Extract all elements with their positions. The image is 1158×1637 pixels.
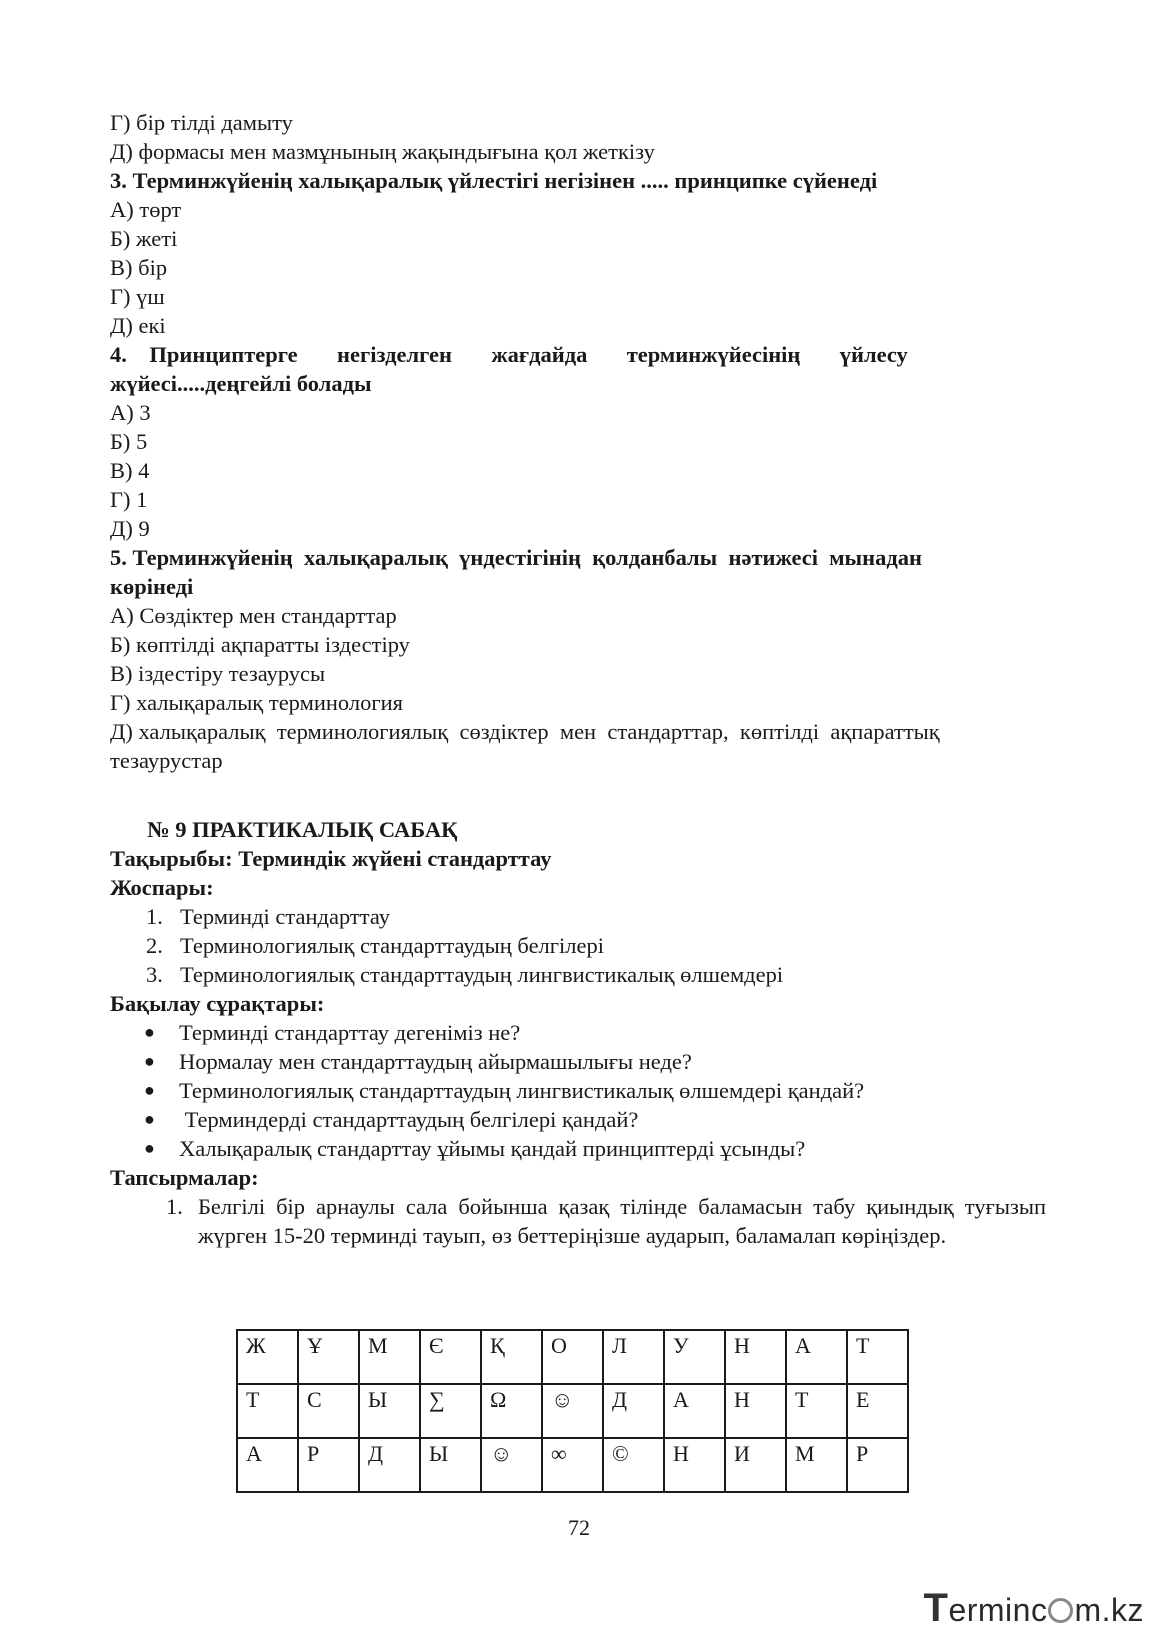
grid-cell: Р [847,1438,908,1492]
option: Б) 5 [110,429,148,454]
option: Д) екі [110,313,166,338]
option: В) 4 [110,458,150,483]
grid-cell: И [725,1438,786,1492]
question-text: Терминологиялық стандарттаудың лингвистикалық өлшемдері қандай? [179,1078,865,1103]
grid-cell: У [664,1330,725,1384]
grid-cell: ☺ [542,1384,603,1438]
tasks-label: Тапсырмалар: [110,1165,259,1190]
plan-text: Терминологиялық стандарттаудың лингвистикалық өлшемдері [180,962,784,987]
control-question [110,1134,1046,1163]
magnifier-icon [1048,1598,1073,1623]
plan-number: 3. [146,962,163,987]
grid-cell: © [603,1438,664,1492]
option: Б) жеті [110,226,178,251]
grid-cell: Т [847,1330,908,1384]
question-5-line2: көрінеді [110,574,194,599]
grid-row [237,1330,908,1384]
control-question [110,1047,1046,1076]
grid-cell: Л [603,1330,664,1384]
grid-cell: Н [664,1438,725,1492]
question-text: Халықаралық стандарттау ұйымы қандай принциптерді ұсынды? [179,1136,806,1161]
option: Б) көптілді ақпаратты іздестіру [110,632,410,657]
option: А) төрт [110,197,182,222]
plan-text: Терминологиялық стандарттаудың белгілері [180,933,604,958]
control-question [110,1018,1046,1047]
page-content [110,108,1046,1250]
grid-cell: ∑ [420,1384,481,1438]
task-number: 1. [166,1194,183,1219]
bullet-icon: ● [144,1051,155,1071]
plan-text: Терминді стандарттау [180,904,390,929]
plan-number: 1. [146,904,163,929]
grid-cell: Н [725,1330,786,1384]
question-text: Терминді стандарттау дегеніміз не? [179,1020,521,1045]
bullet-icon: ● [144,1080,155,1100]
option: А) Сөздіктер мен стандарттар [110,603,397,628]
grid-cell: Є [420,1330,481,1384]
grid-cell: Ж [237,1330,298,1384]
topic: Тақырыбы: Терминдік жүйені стандарттау [110,846,552,871]
logo-text: erminc [948,1592,1048,1628]
plan-number: 2. [146,933,163,958]
grid-cell: О [542,1330,603,1384]
grid-cell: Д [603,1384,664,1438]
control-question [110,1076,1046,1105]
grid-cell: М [786,1438,847,1492]
task-item [110,1192,1046,1250]
question-5-line1: 5. Терминжүйенің халықаралық үндестігінің қолданбалы нәтижесі мынадан [110,545,922,570]
question-3: 3. Терминжүйенің халықаралық үйлестігі негізінен ..... принципке сүйенеді [110,168,878,193]
bullet-icon: ● [144,1138,155,1158]
plan-item [110,931,1046,960]
grid-cell: Қ [481,1330,542,1384]
plan-item [110,902,1046,931]
text-line: Г) бір тілді дамыту [110,110,293,135]
grid-cell: Р [298,1438,359,1492]
option: А) 3 [110,400,151,425]
option: В) бір [110,255,168,280]
grid-cell: Н [725,1384,786,1438]
control-question [110,1105,1046,1134]
text-line: Д) формасы мен мазмұнының жақындығына қол жеткізу [110,139,655,164]
option: Г) халықаралық терминология [110,690,403,715]
option: Д) халықаралық терминологиялық сөздіктер мен стандарттар, көптілді ақпараттық [110,719,940,744]
grid-cell: Е [847,1384,908,1438]
grid-cell: А [786,1330,847,1384]
section-heading: № 9 ПРАКТИКАЛЫҚ САБАҚ [147,817,458,842]
page-number: 72 [568,1515,590,1540]
logo-letter: T [923,1586,949,1630]
grid-cell: Т [786,1384,847,1438]
grid-cell: Ы [359,1384,420,1438]
plan-label: Жоспары: [110,875,214,900]
logo-text: m.kz [1074,1592,1144,1628]
question-4-line2: жүйесі.....деңгейлі болады [110,371,372,396]
letter-grid [236,1329,909,1493]
grid-cell: ☺ [481,1438,542,1492]
bullet-icon: ● [144,1109,155,1129]
grid-cell: Д [359,1438,420,1492]
grid-row [237,1384,908,1438]
grid-cell: М [359,1330,420,1384]
option: Г) үш [110,284,165,309]
grid-row [237,1438,908,1492]
grid-cell: Т [237,1384,298,1438]
site-logo [924,1586,1145,1631]
grid-cell: Ұ [298,1330,359,1384]
task-text: Белгілі бір арнаулы сала бойынша қазақ тілінде баламасын табу қиындық туғызып жүрген 15-20 терминді тауып, өз беттеріңізше аударып, баламалап көріңіздер. [198,1194,1046,1248]
questions-label: Бақылау сұрақтары: [110,991,325,1016]
question-text: Терминдерді стандарттаудың белгілері қандай? [179,1107,639,1132]
bullet-icon: ● [144,1022,155,1042]
option: Д) 9 [110,516,150,541]
grid-cell: Ω [481,1384,542,1438]
question-4-line1: 4. Принциптерге негізделген жағдайда терминжүйесінің үйлесу [110,342,908,367]
grid-cell: Ы [420,1438,481,1492]
option: В) іздестіру тезаурусы [110,661,326,686]
grid-cell: ∞ [542,1438,603,1492]
grid-cell: А [237,1438,298,1492]
plan-item [110,960,1046,989]
option: Г) 1 [110,487,148,512]
grid-cell: А [664,1384,725,1438]
grid-cell: С [298,1384,359,1438]
question-text: Нормалау мен стандарттаудың айырмашылығы неде? [179,1049,692,1074]
option: тезаурустар [110,748,223,773]
